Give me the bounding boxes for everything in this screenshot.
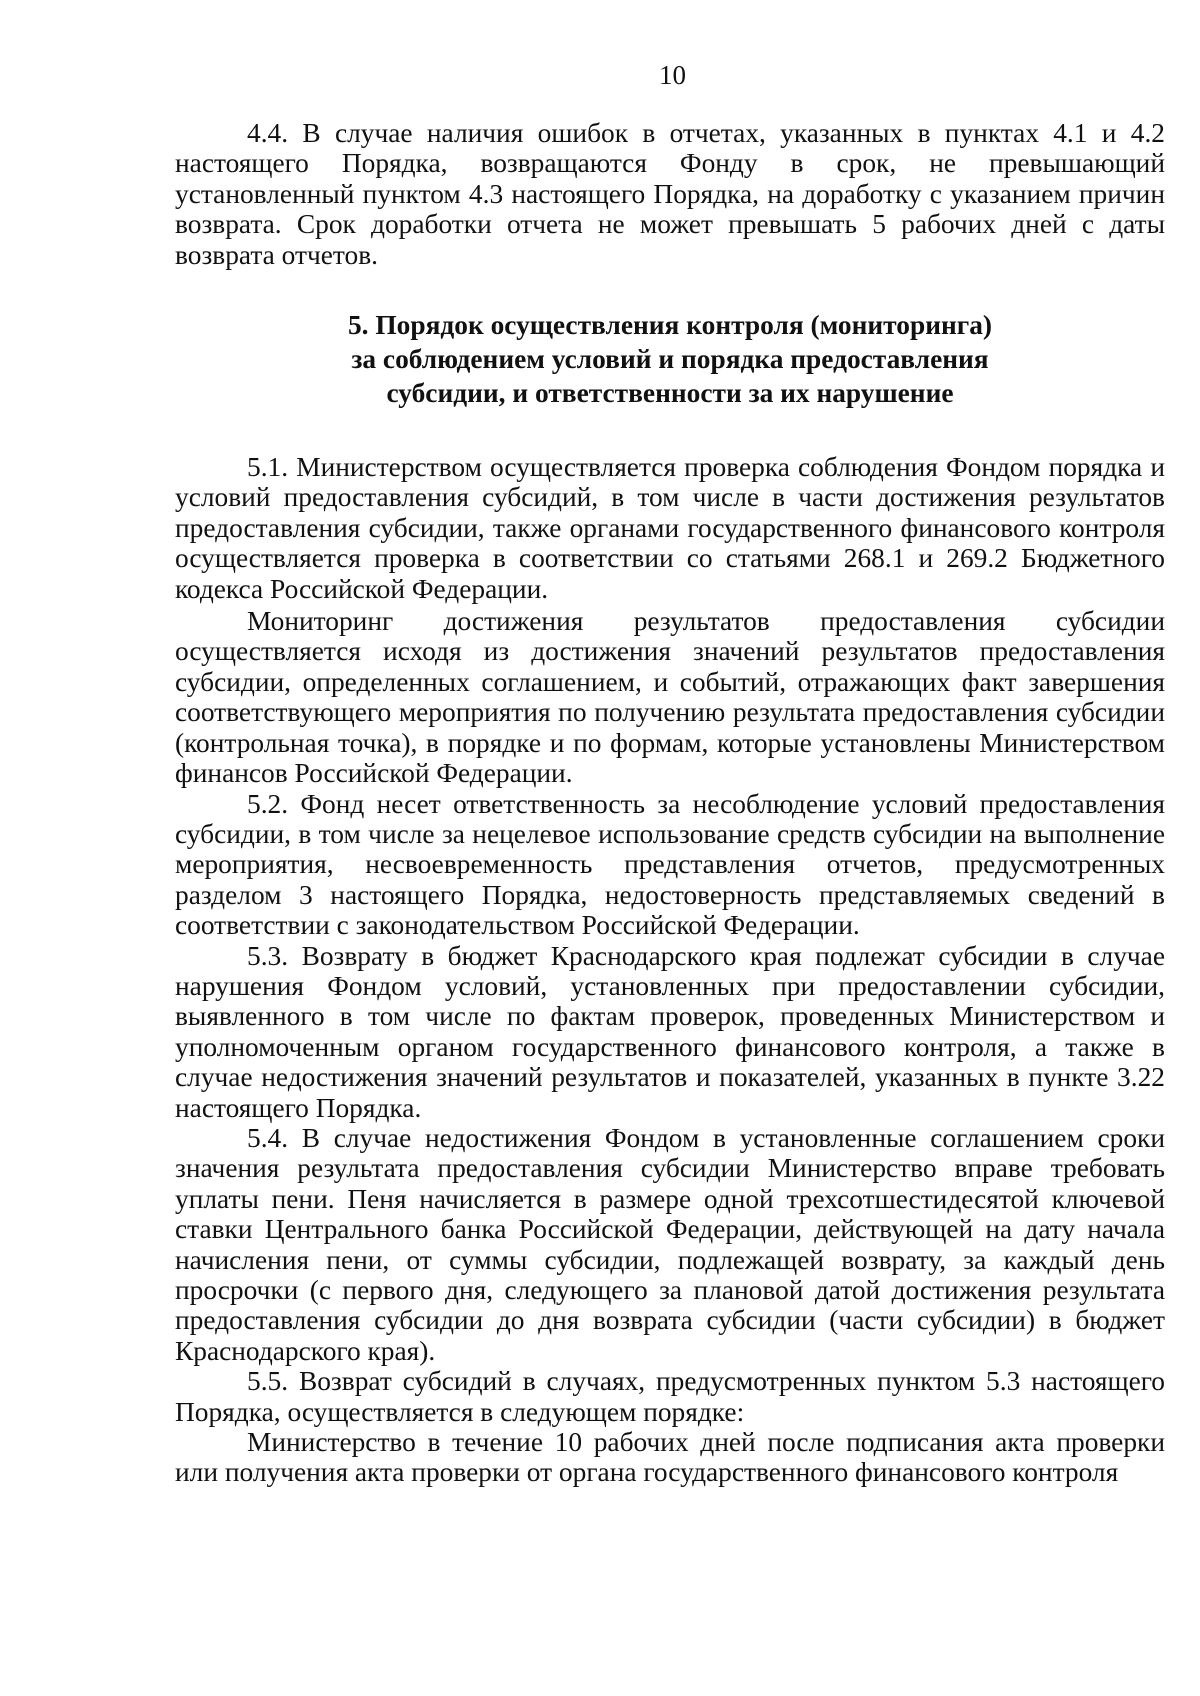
section-heading-line-3: субсидии, и ответственности за их нарушение xyxy=(386,378,954,409)
paragraph-4-4: 4.4. В случае наличия ошибок в отчетах, указанных в пунктах 4.1 и 4.2 настоящего Порядка, возвращаются Фонду в срок, не превышающий установленный пунктом 4.3 настоящего Порядка, на доработку с указанием причин возврата. Срок доработки отчета не может превышать 5 рабочих дней с даты возврата отчетов. xyxy=(175,118,1165,270)
section-heading-line-1: 5. Порядок осуществления контроля (мониторинга) xyxy=(347,310,993,341)
document-body xyxy=(175,118,1165,1488)
paragraph-5-1-monitoring: Мониторинг достижения результатов предоставления субсидии осуществляется исходя из достижения значений результатов предоставления субсидии, определенных соглашением, и событий, отражающих факт завершения соответствующего мероприятия по получению результата предоставления субсидии (контрольная точка), в порядке и по формам, которые установлены Министерством финансов Российской Федерации. xyxy=(175,606,1165,789)
paragraph-5-4: 5.4. В случае недостижения Фондом в установленные соглашением сроки значения результата предоставления субсидии Министерство вправе требовать уплаты пени. Пеня начисляется в размере одной трехсотшестидесятой ключевой ставки Центрального банка Российской Федерации, действующей на дату начала начисления пени, от суммы субсидии, подлежащей возврату, за каждый день просрочки (с первого дня, следующего за плановой датой достижения результата предоставления субсидии до дня возврата субсидии (части субсидии) в бюджет Краснодарского края). xyxy=(175,1122,1165,1366)
paragraph-5-5: 5.5. Возврат субсидий в случаях, предусмотренных пунктом 5.3 настоящего Порядка, осуществляется в следующем порядке: xyxy=(175,1366,1165,1427)
section-heading-line-2: за соблюдением условий и порядка предоставления xyxy=(351,344,989,375)
section-5-heading xyxy=(175,308,1165,410)
paragraph-5-3: 5.3. Возврату в бюджет Краснодарского края подлежат субсидии в случае нарушения Фондом условий, установленных при предоставлении субсидии, выявленного в том числе по фактам проверок, проведенных Министерством и уполномоченным органом государственного финансового контроля, а также в случае недостижения значений результатов и показателей, указанных в пункте 3.22 настоящего Порядка. xyxy=(175,940,1165,1123)
paragraph-5-5-ministry: Министерство в течение 10 рабочих дней после подписания акта проверки или получения акта проверки от органа государственного финансового контроля xyxy=(175,1427,1165,1488)
page-number: 10 xyxy=(659,60,686,90)
paragraph-5-2: 5.2. Фонд несет ответственность за несоблюдение условий предоставления субсидии, в том числе за нецелевое использование средств субсидии на выполнение мероприятия, несвоевременность представления отчетов, предусмотренных разделом 3 настоящего Порядка, недостоверность представляемых сведений в соответствии с законодательством Российской Федерации. xyxy=(175,788,1165,941)
paragraph-5-1: 5.1. Министерством осуществляется проверка соблюдения Фондом порядка и условий предоставления субсидий, в том числе в части достижения результатов предоставления субсидии, также органами государственного финансового контроля осуществляется проверка в соответствии со статьями 268.1 и 269.2 Бюджетного кодекса Российской Федерации. xyxy=(175,452,1165,604)
